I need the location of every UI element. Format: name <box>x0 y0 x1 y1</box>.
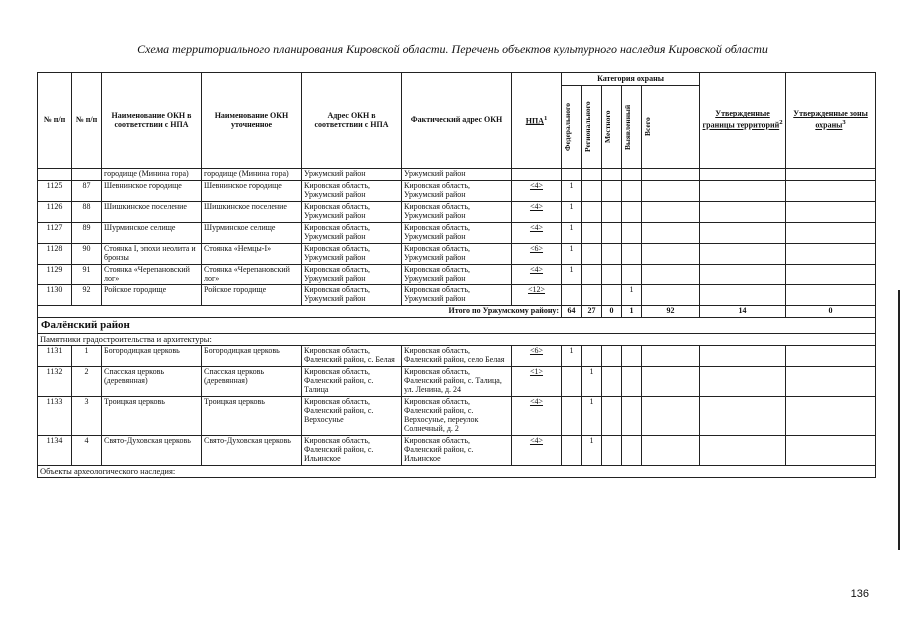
cat-total <box>642 180 700 201</box>
table-body-summary <box>38 306 876 346</box>
npa-ref: <6> <box>512 243 562 264</box>
header-address-npa: Адрес ОКН в соответствии с НПА <box>302 73 402 169</box>
npa-ref: <4> <box>512 396 562 435</box>
total-zones: 0 <box>786 306 876 318</box>
row-subnumber: 3 <box>72 396 102 435</box>
header-identified-label: Выявленный <box>623 104 632 150</box>
cat-identified <box>622 264 642 285</box>
cat-local <box>602 346 622 367</box>
object-name-clarified: Стоянка «Немцы-I» <box>202 243 302 264</box>
cat-total <box>642 243 700 264</box>
table-row <box>38 285 876 306</box>
row-number: 1126 <box>38 201 72 222</box>
cat-regional <box>582 169 602 181</box>
zones-cell <box>786 346 876 367</box>
object-address: Кировская область, Фаленский район, с. Талица <box>302 367 402 397</box>
header-num2: № п/п <box>72 73 102 169</box>
npa-ref: <6> <box>512 346 562 367</box>
cat-local <box>602 180 622 201</box>
cat-regional: 1 <box>582 435 602 465</box>
cat-federal <box>562 396 582 435</box>
territory-cell <box>700 180 786 201</box>
cat-identified <box>622 169 642 181</box>
object-address: Кировская область, Фаленский район, с. Ильинское <box>302 435 402 465</box>
total-local: 0 <box>602 306 622 318</box>
section-row-archaeology <box>38 465 876 478</box>
object-name: Троицкая церковь <box>102 396 202 435</box>
zones-cell <box>786 285 876 306</box>
header-address-actual: Фактический адрес ОКН <box>402 73 512 169</box>
cat-total <box>642 435 700 465</box>
row-subnumber: 90 <box>72 243 102 264</box>
object-address-actual: Кировская область, Уржумский район <box>402 285 512 306</box>
cat-federal: 1 <box>562 222 582 243</box>
cat-regional: 1 <box>582 367 602 397</box>
zones-cell <box>786 243 876 264</box>
header-regional-label: Регионального <box>583 101 592 153</box>
object-address: Кировская область, Уржумский район <box>302 243 402 264</box>
territory-cell <box>700 346 786 367</box>
territory-cell <box>700 169 786 181</box>
npa-ref: <4> <box>512 222 562 243</box>
cat-identified <box>622 435 642 465</box>
territory-cell <box>700 435 786 465</box>
heritage-table <box>37 72 876 478</box>
scan-edge-line <box>898 290 900 550</box>
object-address-actual: Кировская область, Уржумский район <box>402 180 512 201</box>
object-name: Стоянка «Черепановский лог» <box>102 264 202 285</box>
object-name: городище (Минина гора) <box>102 169 202 181</box>
object-address: Кировская область, Уржумский район <box>302 264 402 285</box>
cat-federal <box>562 169 582 181</box>
header-local <box>602 86 622 169</box>
cat-federal: 1 <box>562 264 582 285</box>
cat-local <box>602 435 622 465</box>
object-name: Шурминское селище <box>102 222 202 243</box>
territory-cell <box>700 367 786 397</box>
header-npa-label: НПА <box>525 116 544 126</box>
territory-cell <box>700 264 786 285</box>
zones-cell <box>786 169 876 181</box>
cat-identified <box>622 367 642 397</box>
total-territory: 14 <box>700 306 786 318</box>
header-num: № п/п <box>38 73 72 169</box>
object-name-clarified: Богородицкая церковь <box>202 346 302 367</box>
row-subnumber: 4 <box>72 435 102 465</box>
object-name-clarified: Ройское городище <box>202 285 302 306</box>
object-name-clarified: Свято-Духовская церковь <box>202 435 302 465</box>
zones-cell <box>786 435 876 465</box>
object-name-clarified: Стоянка «Черепановский лог» <box>202 264 302 285</box>
object-name-clarified: Троицкая церковь <box>202 396 302 435</box>
table-body-falenki <box>38 346 876 465</box>
object-address: Кировская область, Фаленский район, с. Верхосунье <box>302 396 402 435</box>
object-address: Кировская область, Уржумский район <box>302 222 402 243</box>
cat-local <box>602 201 622 222</box>
npa-ref: <4> <box>512 264 562 285</box>
object-address-actual: Кировская область, Фаленский район, с. Талица, ул. Ленина, д. 24 <box>402 367 512 397</box>
row-subnumber: 91 <box>72 264 102 285</box>
cat-regional <box>582 346 602 367</box>
header-zones-sup: 3 <box>842 119 846 127</box>
table-row <box>38 367 876 397</box>
header-npa <box>512 73 562 169</box>
cat-regional <box>582 243 602 264</box>
cat-identified <box>622 396 642 435</box>
header-zones-label: Утвержденные зоны охраны <box>793 109 868 130</box>
cat-federal: 1 <box>562 180 582 201</box>
territory-cell <box>700 243 786 264</box>
npa-ref: <4> <box>512 201 562 222</box>
zones-cell <box>786 180 876 201</box>
object-address: Кировская область, Фаленский район, с. Белая <box>302 346 402 367</box>
zones-cell <box>786 264 876 285</box>
territory-cell <box>700 396 786 435</box>
object-address-actual: Уржумский район <box>402 169 512 181</box>
document-title: Схема территориального планирования Кировской области. Перечень объектов культурного наследия Кировской области <box>137 42 768 56</box>
section-architecture: Памятники градостроительства и архитектуры: <box>38 333 876 346</box>
header-name-npa: Наименование ОКН в соответствии с НПА <box>102 73 202 169</box>
total-row <box>38 306 876 318</box>
object-name: Спасская церковь (деревянная) <box>102 367 202 397</box>
header-row-top <box>38 73 876 86</box>
row-number: 1128 <box>38 243 72 264</box>
table-row <box>38 243 876 264</box>
cat-regional <box>582 285 602 306</box>
npa-ref: <1> <box>512 367 562 397</box>
cat-identified <box>622 180 642 201</box>
cat-local <box>602 222 622 243</box>
cat-total <box>642 396 700 435</box>
cat-total <box>642 346 700 367</box>
cat-identified <box>622 243 642 264</box>
header-identified <box>622 86 642 169</box>
npa-ref <box>512 169 562 181</box>
cat-federal: 1 <box>562 243 582 264</box>
row-subnumber <box>72 169 102 181</box>
npa-ref: <4> <box>512 180 562 201</box>
header-category: Категория охраны <box>562 73 700 86</box>
object-name-clarified: Шевнинское городище <box>202 180 302 201</box>
object-address-actual: Кировская область, Уржумский район <box>402 201 512 222</box>
table-body-footer <box>38 465 876 478</box>
cat-identified <box>622 222 642 243</box>
zones-cell <box>786 222 876 243</box>
header-zones <box>786 73 876 169</box>
object-name-clarified: Шишкинское поселение <box>202 201 302 222</box>
object-name-clarified: Спасская церковь (деревянная) <box>202 367 302 397</box>
cat-identified: 1 <box>622 285 642 306</box>
header-territory-label: Утвержденные границы территорий <box>702 109 780 130</box>
total-federal: 64 <box>562 306 582 318</box>
table-header <box>38 73 876 169</box>
cat-regional <box>582 201 602 222</box>
object-name: Ройское городище <box>102 285 202 306</box>
object-address: Кировская область, Уржумский район <box>302 285 402 306</box>
total-all: 92 <box>642 306 700 318</box>
object-name: Богородицкая церковь <box>102 346 202 367</box>
cat-federal: 1 <box>562 201 582 222</box>
table-row <box>38 396 876 435</box>
object-name: Свято-Духовская церковь <box>102 435 202 465</box>
npa-ref: <12> <box>512 285 562 306</box>
cat-federal <box>562 285 582 306</box>
section-row-architecture <box>38 333 876 346</box>
object-name: Стоянка I, эпохи неолита и бронзы <box>102 243 202 264</box>
table-body-urzhum <box>38 169 876 306</box>
row-number: 1125 <box>38 180 72 201</box>
cat-total <box>642 222 700 243</box>
cat-total <box>642 264 700 285</box>
object-address-actual: Кировская область, Фаленский район, село Белая <box>402 346 512 367</box>
cat-identified <box>622 346 642 367</box>
row-subnumber: 1 <box>72 346 102 367</box>
zones-cell <box>786 201 876 222</box>
table-row <box>38 346 876 367</box>
cat-total <box>642 169 700 181</box>
row-number <box>38 169 72 181</box>
row-number: 1127 <box>38 222 72 243</box>
zones-cell <box>786 367 876 397</box>
cat-local <box>602 169 622 181</box>
total-regional: 27 <box>582 306 602 318</box>
cat-federal: 1 <box>562 346 582 367</box>
object-address-actual: Кировская область, Фаленский район, с. Ильинское <box>402 435 512 465</box>
row-subnumber: 2 <box>72 367 102 397</box>
section-archaeology: Объекты археологического наследия: <box>38 465 876 478</box>
table-row <box>38 222 876 243</box>
header-territory-sup: 2 <box>779 119 783 127</box>
header-territory <box>700 73 786 169</box>
district-row <box>38 318 876 333</box>
cat-regional <box>582 264 602 285</box>
total-label: Итого по Уржумскому району: <box>38 306 562 318</box>
object-address: Кировская область, Уржумский район <box>302 180 402 201</box>
row-subnumber: 87 <box>72 180 102 201</box>
object-name-clarified: Шурминское селище <box>202 222 302 243</box>
cat-total <box>642 285 700 306</box>
row-number: 1132 <box>38 367 72 397</box>
object-name-clarified: городище (Минина гора) <box>202 169 302 181</box>
cat-total <box>642 201 700 222</box>
header-total <box>642 86 700 169</box>
cat-local <box>602 285 622 306</box>
header-total-label: Всего <box>643 117 652 137</box>
row-number: 1131 <box>38 346 72 367</box>
object-address: Кировская область, Уржумский район <box>302 201 402 222</box>
object-address: Уржумский район <box>302 169 402 181</box>
row-number: 1134 <box>38 435 72 465</box>
table-row <box>38 169 876 181</box>
object-address-actual: Кировская область, Уржумский район <box>402 243 512 264</box>
cat-local <box>602 396 622 435</box>
header-federal <box>562 86 582 169</box>
cat-regional <box>582 222 602 243</box>
object-address-actual: Кировская область, Уржумский район <box>402 222 512 243</box>
header-federal-label: Федерального <box>563 103 572 151</box>
cat-local <box>602 367 622 397</box>
cat-federal <box>562 367 582 397</box>
territory-cell <box>700 222 786 243</box>
row-subnumber: 92 <box>72 285 102 306</box>
cat-regional <box>582 180 602 201</box>
row-number: 1133 <box>38 396 72 435</box>
table-row <box>38 180 876 201</box>
territory-cell <box>700 201 786 222</box>
object-address-actual: Кировская область, Уржумский район <box>402 264 512 285</box>
cat-federal <box>562 435 582 465</box>
cat-total <box>642 367 700 397</box>
district-name: Фалёнский район <box>38 318 876 333</box>
territory-cell <box>700 285 786 306</box>
table-row <box>38 201 876 222</box>
npa-ref: <4> <box>512 435 562 465</box>
table-row <box>38 264 876 285</box>
row-number: 1130 <box>38 285 72 306</box>
row-subnumber: 89 <box>72 222 102 243</box>
object-name: Шевнинское городище <box>102 180 202 201</box>
row-number: 1129 <box>38 264 72 285</box>
zones-cell <box>786 396 876 435</box>
cat-local <box>602 264 622 285</box>
header-regional <box>582 86 602 169</box>
object-address-actual: Кировская область, Фаленский район, с. Верхосунье, переулок Солнечный, д. 2 <box>402 396 512 435</box>
cat-identified <box>622 201 642 222</box>
header-npa-sup: 1 <box>543 114 548 122</box>
cat-regional: 1 <box>582 396 602 435</box>
header-name-clarified: Наименование ОКН уточненное <box>202 73 302 169</box>
total-identified: 1 <box>622 306 642 318</box>
table-row <box>38 435 876 465</box>
object-name: Шишкинское поселение <box>102 201 202 222</box>
header-local-label: Местного <box>603 110 612 144</box>
row-subnumber: 88 <box>72 201 102 222</box>
page-number: 136 <box>850 588 869 600</box>
cat-local <box>602 243 622 264</box>
